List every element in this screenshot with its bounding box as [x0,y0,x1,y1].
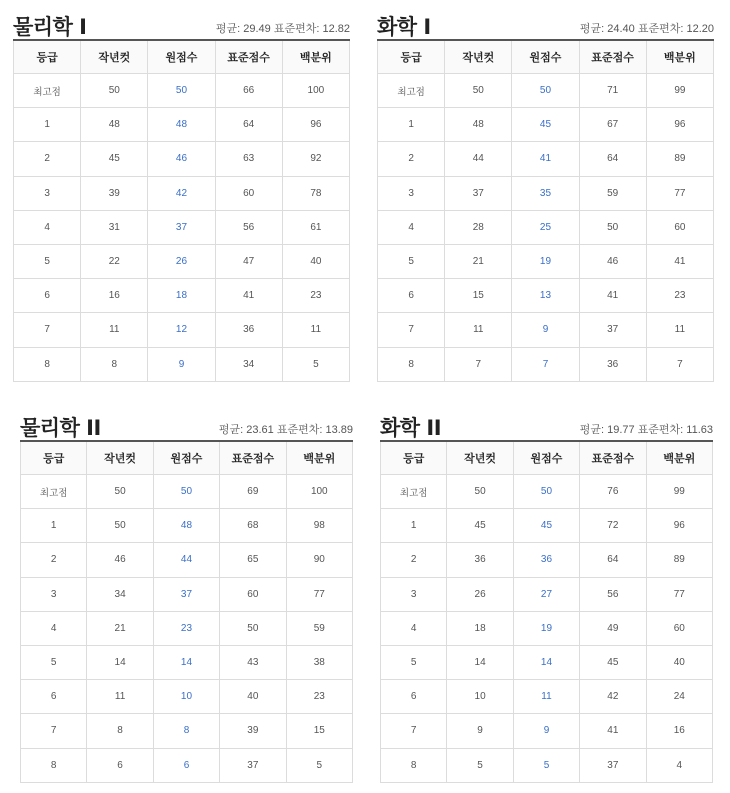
cell-grade: 4 [381,611,447,645]
cell-standard-score: 34 [215,347,282,381]
cell-standard-score: 72 [580,509,646,543]
cell-percentile: 61 [282,210,349,244]
cell-grade: 최고점 [21,475,87,509]
cell-last-year-cut: 10 [447,680,513,714]
cell-grade: 1 [14,108,81,142]
panel-title: 화학 I [377,15,431,39]
cell-raw-score: 37 [153,577,219,611]
score-table [20,440,353,783]
column-header-percentile: 백분위 [646,441,712,475]
cell-grade: 6 [378,279,445,313]
cell-percentile: 16 [646,714,712,748]
cell-percentile: 78 [282,176,349,210]
cell-percentile: 41 [646,244,713,278]
cell-standard-score: 40 [220,680,286,714]
cell-raw-score: 6 [153,748,219,782]
cell-standard-score: 50 [579,210,646,244]
cell-raw-score: 35 [512,176,579,210]
cell-raw-score: 50 [153,475,219,509]
cell-last-year-cut: 34 [87,577,153,611]
cell-last-year-cut: 45 [81,142,148,176]
cell-percentile: 96 [646,509,712,543]
cell-percentile: 23 [286,680,352,714]
table-row [21,680,353,714]
table-row [381,680,713,714]
cell-raw-score: 9 [512,313,579,347]
cell-standard-score: 37 [579,313,646,347]
cell-percentile: 11 [646,313,713,347]
column-header-percentile: 백분위 [282,40,349,74]
cell-last-year-cut: 31 [81,210,148,244]
cell-grade: 6 [14,279,81,313]
cell-standard-score: 60 [215,176,282,210]
panel-stats: 평균: 29.49 표준편차: 12.82 [215,23,350,35]
cell-last-year-cut: 21 [445,244,512,278]
cell-raw-score: 48 [148,108,215,142]
cell-raw-score: 50 [513,475,579,509]
table-row [21,645,353,679]
cell-grade: 4 [14,210,81,244]
cell-last-year-cut: 50 [447,475,513,509]
table-row [14,74,350,108]
cell-last-year-cut: 21 [87,611,153,645]
column-header-raw-score: 원점수 [153,441,219,475]
table-row [14,244,350,278]
cell-standard-score: 41 [579,279,646,313]
cell-grade: 5 [381,645,447,679]
cell-percentile: 40 [646,645,712,679]
cell-last-year-cut: 50 [87,509,153,543]
cell-last-year-cut: 45 [447,509,513,543]
cell-last-year-cut: 11 [87,680,153,714]
table-row [21,714,353,748]
cell-raw-score: 44 [153,543,219,577]
cell-standard-score: 37 [580,748,646,782]
column-header-grade: 등급 [14,40,81,74]
cell-last-year-cut: 14 [447,645,513,679]
cell-grade: 2 [21,543,87,577]
cell-last-year-cut: 8 [87,714,153,748]
cell-last-year-cut: 15 [445,279,512,313]
cell-last-year-cut: 22 [81,244,148,278]
cell-standard-score: 50 [220,611,286,645]
cell-last-year-cut: 39 [81,176,148,210]
cell-grade: 최고점 [381,475,447,509]
cell-raw-score: 14 [153,645,219,679]
column-header-raw-score: 원점수 [148,40,215,74]
cell-grade: 3 [14,176,81,210]
cell-last-year-cut: 18 [447,611,513,645]
cell-raw-score: 19 [512,244,579,278]
cell-standard-score: 39 [220,714,286,748]
cell-grade: 4 [378,210,445,244]
panel-physics-2 [20,406,353,783]
cell-percentile: 60 [646,611,712,645]
cell-raw-score: 41 [512,142,579,176]
table-row [381,543,713,577]
panel-stats: 평균: 23.61 표준편차: 13.89 [218,424,353,436]
cell-raw-score: 45 [512,108,579,142]
table-row [21,577,353,611]
cell-standard-score: 76 [580,475,646,509]
cell-standard-score: 49 [580,611,646,645]
cell-standard-score: 36 [215,313,282,347]
cell-grade: 1 [378,108,445,142]
cell-grade: 7 [21,714,87,748]
cell-standard-score: 56 [215,210,282,244]
cell-standard-score: 43 [220,645,286,679]
table-row [378,210,714,244]
cell-percentile: 60 [646,210,713,244]
cell-grade: 6 [381,680,447,714]
column-header-standard-score: 표준점수 [220,441,286,475]
cell-percentile: 5 [282,347,349,381]
column-header-last-year-cut: 작년컷 [81,40,148,74]
cell-grade: 4 [21,611,87,645]
cell-raw-score: 50 [512,74,579,108]
panel-header [20,406,353,440]
cell-standard-score: 71 [579,74,646,108]
column-header-raw-score: 원점수 [513,441,579,475]
table-row [21,509,353,543]
cell-grade: 최고점 [378,74,445,108]
panel-chemistry-2 [380,406,713,783]
cell-standard-score: 60 [220,577,286,611]
cell-last-year-cut: 26 [447,577,513,611]
table-header-row [381,441,713,475]
cell-last-year-cut: 9 [447,714,513,748]
table-row [14,279,350,313]
cell-grade: 8 [378,347,445,381]
cell-percentile: 15 [286,714,352,748]
table-row [378,108,714,142]
cell-last-year-cut: 28 [445,210,512,244]
table-row [21,543,353,577]
column-header-last-year-cut: 작년컷 [447,441,513,475]
cell-percentile: 5 [286,748,352,782]
cell-percentile: 90 [286,543,352,577]
table-header-row [378,40,714,74]
cell-percentile: 23 [282,279,349,313]
cell-raw-score: 45 [513,509,579,543]
column-header-last-year-cut: 작년컷 [87,441,153,475]
table-row [378,244,714,278]
cell-raw-score: 8 [153,714,219,748]
cell-percentile: 100 [282,74,349,108]
cell-raw-score: 18 [148,279,215,313]
cell-raw-score: 27 [513,577,579,611]
panel-stats: 평균: 24.40 표준편차: 12.20 [579,23,714,35]
score-table [13,39,350,382]
cell-standard-score: 66 [215,74,282,108]
cell-raw-score: 25 [512,210,579,244]
cell-standard-score: 45 [580,645,646,679]
cell-percentile: 100 [286,475,352,509]
cell-last-year-cut: 6 [87,748,153,782]
cell-raw-score: 10 [153,680,219,714]
table-row [21,611,353,645]
cell-last-year-cut: 37 [445,176,512,210]
cell-grade: 5 [21,645,87,679]
column-header-standard-score: 표준점수 [579,40,646,74]
cell-standard-score: 41 [580,714,646,748]
cell-last-year-cut: 46 [87,543,153,577]
table-row [14,176,350,210]
panel-title: 물리학 I [13,15,87,39]
cell-standard-score: 64 [580,543,646,577]
cell-grade: 3 [378,176,445,210]
column-header-grade: 등급 [378,40,445,74]
cell-raw-score: 23 [153,611,219,645]
cell-raw-score: 13 [512,279,579,313]
score-table [380,440,713,783]
cell-raw-score: 7 [512,347,579,381]
column-header-last-year-cut: 작년컷 [445,40,512,74]
table-row [14,210,350,244]
cell-standard-score: 41 [215,279,282,313]
cell-standard-score: 64 [579,142,646,176]
cell-grade: 5 [14,244,81,278]
cell-grade: 3 [21,577,87,611]
column-header-grade: 등급 [381,441,447,475]
cell-percentile: 7 [646,347,713,381]
panel-chemistry-1 [377,5,714,382]
cell-raw-score: 5 [513,748,579,782]
table-row [21,748,353,782]
cell-percentile: 77 [646,577,712,611]
cell-last-year-cut: 48 [81,108,148,142]
table-header-row [21,441,353,475]
cell-percentile: 24 [646,680,712,714]
cell-raw-score: 12 [148,313,215,347]
cell-last-year-cut: 14 [87,645,153,679]
cell-raw-score: 46 [148,142,215,176]
cell-standard-score: 42 [580,680,646,714]
table-row [378,74,714,108]
cell-raw-score: 48 [153,509,219,543]
cell-last-year-cut: 50 [87,475,153,509]
cell-standard-score: 69 [220,475,286,509]
table-row [378,176,714,210]
panel-title: 물리학 II [20,416,101,440]
table-row [14,313,350,347]
cell-raw-score: 9 [148,347,215,381]
cell-percentile: 89 [646,142,713,176]
cell-grade: 2 [381,543,447,577]
table-row [378,279,714,313]
cell-grade: 2 [378,142,445,176]
cell-percentile: 98 [286,509,352,543]
cell-standard-score: 64 [215,108,282,142]
panel-stats: 평균: 19.77 표준편차: 11.63 [579,424,713,436]
table-row [378,142,714,176]
table-row [381,645,713,679]
cell-standard-score: 36 [579,347,646,381]
cell-standard-score: 67 [579,108,646,142]
column-header-raw-score: 원점수 [512,40,579,74]
cell-grade: 7 [14,313,81,347]
cell-raw-score: 42 [148,176,215,210]
cell-percentile: 11 [282,313,349,347]
cell-last-year-cut: 16 [81,279,148,313]
cell-percentile: 92 [282,142,349,176]
table-row [378,313,714,347]
cell-raw-score: 14 [513,645,579,679]
cell-standard-score: 59 [579,176,646,210]
table-row [381,577,713,611]
cell-raw-score: 11 [513,680,579,714]
cell-grade: 최고점 [14,74,81,108]
cell-percentile: 99 [646,475,712,509]
panel-physics-1 [13,5,350,382]
cell-grade: 1 [21,509,87,543]
cell-standard-score: 37 [220,748,286,782]
cell-last-year-cut: 36 [447,543,513,577]
table-row [381,748,713,782]
cell-grade: 8 [14,347,81,381]
cell-percentile: 40 [282,244,349,278]
panel-header [377,5,714,39]
cell-standard-score: 56 [580,577,646,611]
cell-raw-score: 37 [148,210,215,244]
cell-percentile: 38 [286,645,352,679]
panel-header [13,5,350,39]
cell-last-year-cut: 50 [81,74,148,108]
cell-percentile: 77 [646,176,713,210]
table-row [381,475,713,509]
cell-grade: 1 [381,509,447,543]
cell-percentile: 77 [286,577,352,611]
cell-grade: 8 [381,748,447,782]
score-table [377,39,714,382]
cell-standard-score: 46 [579,244,646,278]
cell-percentile: 96 [282,108,349,142]
column-header-standard-score: 표준점수 [215,40,282,74]
cell-last-year-cut: 11 [81,313,148,347]
cell-raw-score: 26 [148,244,215,278]
cell-grade: 7 [378,313,445,347]
cell-grade: 6 [21,680,87,714]
cell-grade: 3 [381,577,447,611]
table-row [14,108,350,142]
cell-last-year-cut: 5 [447,748,513,782]
cell-last-year-cut: 44 [445,142,512,176]
cell-percentile: 59 [286,611,352,645]
cell-last-year-cut: 8 [81,347,148,381]
table-row [381,509,713,543]
cell-standard-score: 47 [215,244,282,278]
cell-raw-score: 50 [148,74,215,108]
column-header-standard-score: 표준점수 [580,441,646,475]
cell-grade: 7 [381,714,447,748]
table-row [14,347,350,381]
table-header-row [14,40,350,74]
cell-grade: 5 [378,244,445,278]
cell-grade: 8 [21,748,87,782]
cell-last-year-cut: 48 [445,108,512,142]
column-header-percentile: 백분위 [286,441,352,475]
cell-percentile: 99 [646,74,713,108]
cell-percentile: 4 [646,748,712,782]
cell-standard-score: 68 [220,509,286,543]
cell-last-year-cut: 50 [445,74,512,108]
table-row [381,714,713,748]
cell-percentile: 96 [646,108,713,142]
cell-percentile: 23 [646,279,713,313]
cell-raw-score: 36 [513,543,579,577]
cell-standard-score: 65 [220,543,286,577]
cell-standard-score: 63 [215,142,282,176]
column-header-percentile: 백분위 [646,40,713,74]
table-row [381,611,713,645]
cell-grade: 2 [14,142,81,176]
cell-raw-score: 9 [513,714,579,748]
table-row [378,347,714,381]
panel-header [380,406,713,440]
table-row [14,142,350,176]
cell-last-year-cut: 11 [445,313,512,347]
cell-raw-score: 19 [513,611,579,645]
panel-title: 화학 II [380,416,442,440]
column-header-grade: 등급 [21,441,87,475]
cell-percentile: 89 [646,543,712,577]
table-row [21,475,353,509]
cell-last-year-cut: 7 [445,347,512,381]
